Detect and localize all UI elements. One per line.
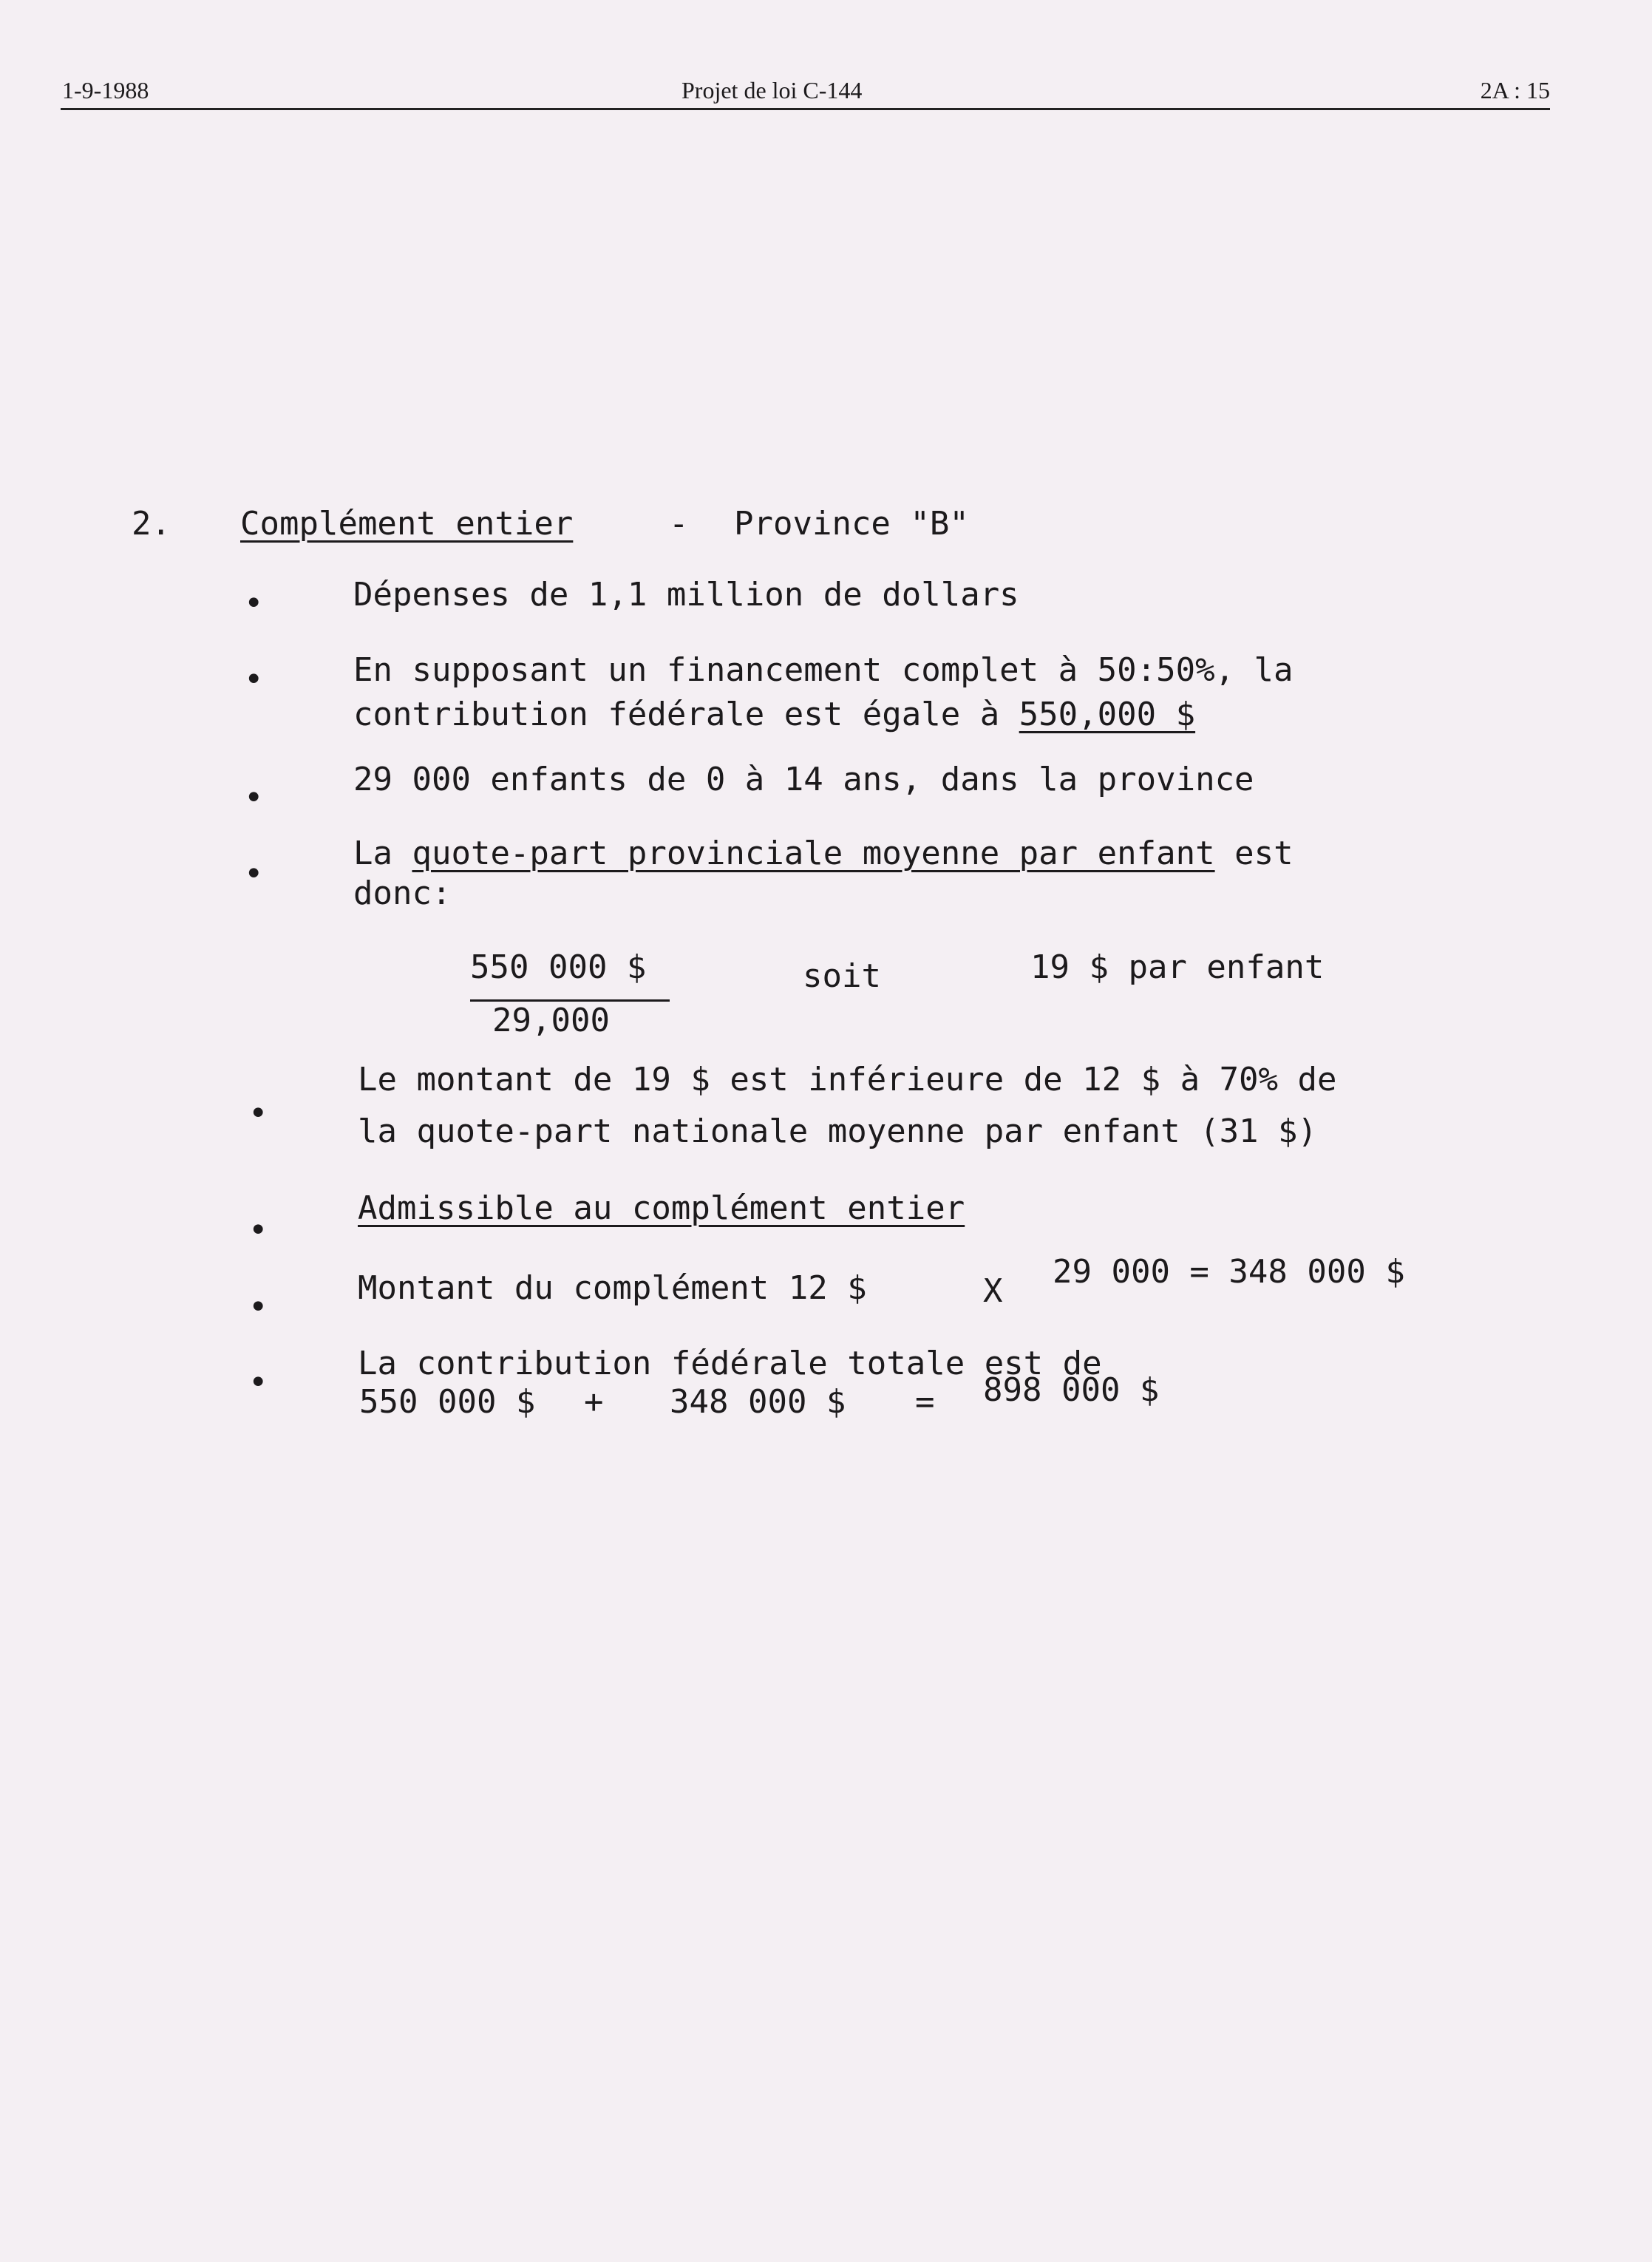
page-header [61,72,1550,112]
federal-contribution-amount: 550,000 $ [1019,696,1196,733]
header-page-number: 2A : 15 [1480,77,1550,103]
bullet-financing-line2: contribution fédérale est égale à 550,000 $ [353,696,1196,733]
bullet-total-line1: La contribution fédérale totale est de [358,1345,1102,1382]
multiply-sign: X [983,1272,1003,1310]
bullet-marker: • [244,661,264,699]
fraction-numerator: 550 000 $ [470,948,647,986]
total-part-a: 550 000 $ [359,1383,536,1421]
total-federal-contribution: 898 000 $ [983,1371,1160,1409]
total-part-b: 348 000 $ [670,1383,846,1421]
section-subtitle: Province "B" [734,505,969,543]
bullet-children: 29 000 enfants de 0 à 14 ans, dans la province [353,761,1254,798]
fraction-denominator: 29,000 [492,1002,610,1039]
bullet-marker: • [244,855,264,893]
bullet-expenses: Dépenses de 1,1 million de dollars [353,576,1019,614]
complement-amount-result: 29 000 = 348 000 $ [1053,1253,1405,1291]
bullet-comparison-line1: Le montant de 19 $ est inférieure de 12 $ à 70% de [358,1061,1337,1098]
per-child-result: 19 $ par enfant [1030,948,1325,986]
section-number: 2. [132,505,171,543]
soit-label: soit [803,957,881,995]
bullet-eligible: Admissible au complément entier [358,1189,965,1227]
header-title: Projet de loi C-144 [681,77,863,103]
equals-sign: = [915,1383,935,1421]
bullet-marker: • [248,1095,268,1132]
bullet-marker: • [244,779,264,817]
header-date: 1-9-1988 [62,77,149,103]
bullet-marker: • [244,585,264,622]
bullet-comparison-line2: la quote-part nationale moyenne par enfant (31 $) [358,1113,1318,1150]
plus-sign: + [584,1383,604,1421]
bullet-quote-part-line2: donc: [353,874,452,912]
bullet-quote-part-line1: La quote-part provinciale moyenne par enfant est [353,835,1294,872]
bullet-marker: • [248,1212,268,1249]
bullet-financing-line1: En supposant un financement complet à 50:50%, la [353,651,1294,689]
header-rule [61,108,1550,110]
section-dash: - [669,505,689,543]
complement-amount-label: Montant du complément 12 $ [358,1269,867,1307]
bullet-marker: • [248,1288,268,1326]
bullet-marker: • [248,1364,268,1402]
section-title: Complément entier [240,505,574,543]
